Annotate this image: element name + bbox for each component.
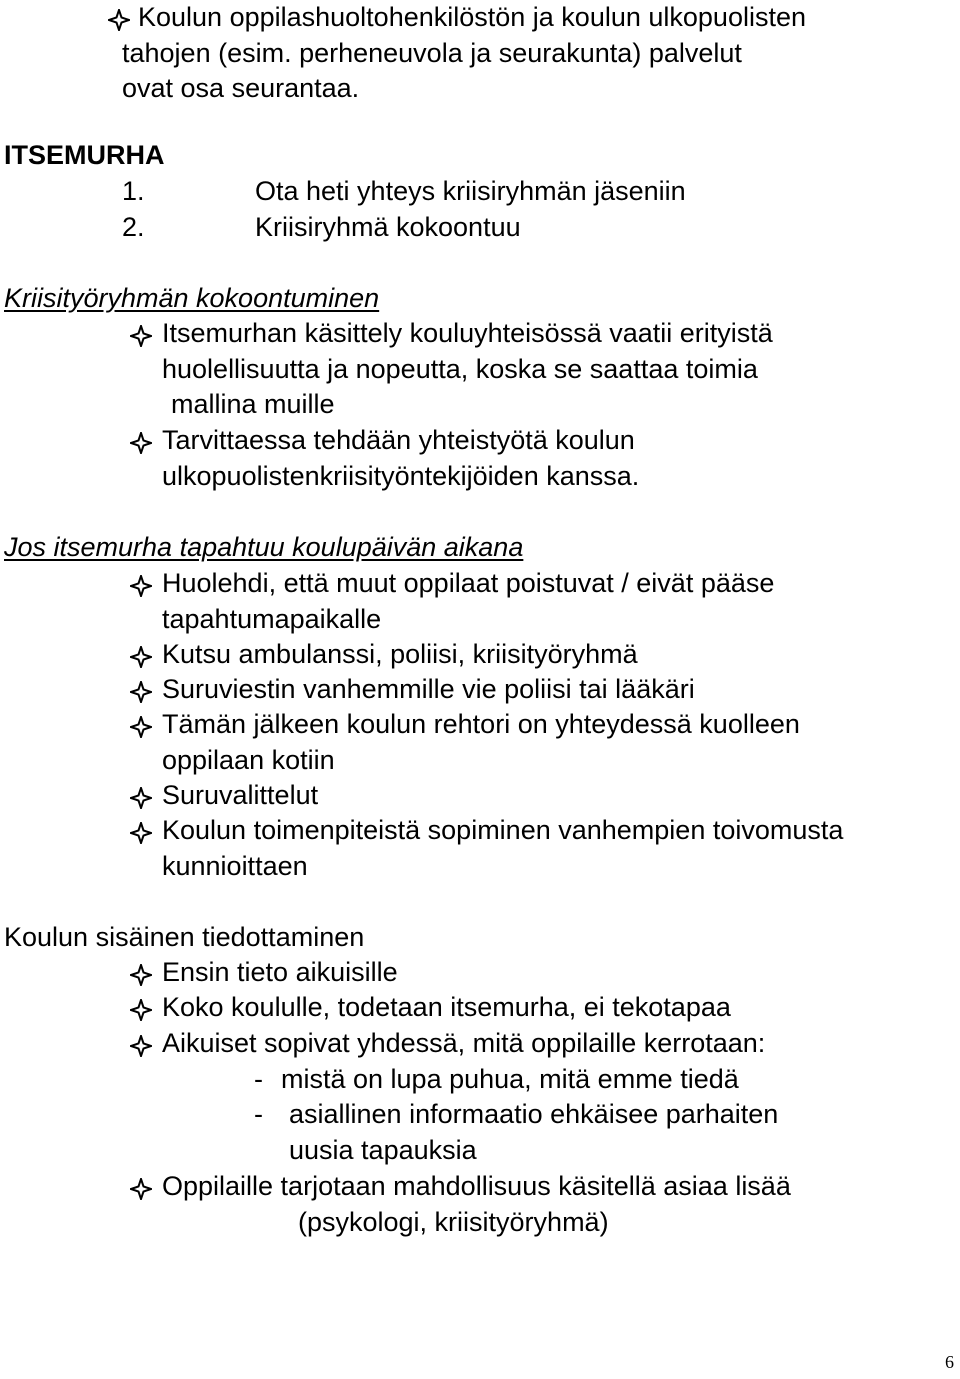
list-item-line: Huolehdi, että muut oppilaat poistuvat / eivät pääse <box>162 568 775 598</box>
list-item <box>130 423 639 494</box>
bullet-diamond-icon <box>130 707 156 743</box>
bullet-diamond-icon <box>130 813 156 849</box>
bullet-diamond-icon <box>130 778 156 814</box>
dash-marker: - <box>254 1064 263 1094</box>
step-item-2 <box>122 210 686 246</box>
list-item-line: mallina muille <box>171 389 335 419</box>
list-item-line: Suruvalittelut <box>162 780 319 810</box>
list-item <box>130 707 800 778</box>
sub-point-line <box>254 1062 739 1098</box>
section-title-itsemurha: ITSEMURHA <box>4 140 165 170</box>
list-item-line: Ensin tieto aikuisille <box>162 957 398 987</box>
list-item-line: ulkopuolistenkriisityöntekijöiden kanssa. <box>162 460 640 491</box>
step-text: Ota heti yhteys kriisiryhmän jäseniin <box>255 176 686 206</box>
list-item <box>130 990 731 1026</box>
intro-line-1: Koulun oppilashuoltohenkilöstön ja koulun ulkopuolisten <box>138 2 806 32</box>
step-number: 1. <box>122 176 145 206</box>
list-item <box>130 778 318 814</box>
list-item-line: Aikuiset sopivat yhdessä, mitä oppilaille kerrotaan: <box>162 1028 766 1058</box>
list-item <box>130 813 843 884</box>
list-item <box>130 1026 765 1062</box>
sub-point-text: asiallinen informaatio ehkäisee parhaiten <box>289 1099 779 1129</box>
bullet-diamond-icon <box>130 955 156 991</box>
list-item <box>130 316 773 423</box>
intro-bullet-item <box>108 0 806 107</box>
step-list <box>122 174 686 245</box>
sub-point <box>254 1097 778 1168</box>
list-item-line: huolellisuutta ja nopeutta, koska se saattaa toimia <box>162 353 758 384</box>
list-item-line: (psykologi, kriisityöryhmä) <box>298 1206 609 1237</box>
list-item-line: oppilaan kotiin <box>162 744 335 775</box>
section-title-koulupaiva: Jos itsemurha tapahtuu koulupäivän aikana <box>4 532 524 562</box>
list-item <box>130 672 695 708</box>
list-item-line: Oppilaille tarjotaan mahdollisuus käsitellä asiaa lisää <box>162 1171 791 1201</box>
list-item-line: Tarvittaessa tehdään yhteistyötä koulun <box>162 425 635 455</box>
sub-point-line <box>254 1097 778 1133</box>
list-item-line: Kutsu ambulanssi, poliisi, kriisityöryhmä <box>162 639 638 669</box>
list-item-line: Tämän jälkeen koulun rehtori on yhteydessä kuolleen <box>162 709 800 739</box>
intro-line-2: tahojen (esim. perheneuvola ja seurakunta) palvelut <box>122 37 742 68</box>
list-item <box>130 637 638 673</box>
intro-line-3: ovat osa seurantaa. <box>122 73 360 103</box>
bullet-diamond-icon <box>130 990 156 1026</box>
page-number: 6 <box>945 1352 954 1372</box>
list-item-line: Koko koululle, todetaan itsemurha, ei tekotapaa <box>162 992 731 1022</box>
list-item-line: kunnioittaen <box>162 850 308 881</box>
bullet-diamond-icon <box>130 672 156 708</box>
step-text: Kriisiryhmä kokoontuu <box>255 211 521 242</box>
list-item <box>130 1169 791 1240</box>
list-item-line: Itsemurhan käsittely kouluyhteisössä vaatii erityistä <box>162 318 773 348</box>
section-title-kokoontuminen: Kriisityöryhmän kokoontuminen <box>4 283 380 313</box>
bullet-diamond-icon <box>130 423 156 459</box>
bullet-diamond-icon <box>130 1026 156 1062</box>
section-title-tiedottaminen: Koulun sisäinen tiedottaminen <box>4 922 365 952</box>
list-item <box>130 955 398 991</box>
bullet-diamond-icon <box>130 566 156 602</box>
bullet-diamond-icon <box>130 1169 156 1205</box>
list-item-line: tapahtumapaikalle <box>162 603 382 634</box>
step-number: 2. <box>122 211 145 242</box>
dash-marker: - <box>254 1099 263 1129</box>
sub-point <box>254 1062 739 1098</box>
sub-point-text: uusia tapauksia <box>289 1134 477 1165</box>
list-item <box>130 566 774 637</box>
step-item-1 <box>122 174 686 210</box>
bullet-diamond-icon <box>108 0 134 36</box>
bullet-diamond-icon <box>130 316 156 352</box>
bullet-diamond-icon <box>130 637 156 673</box>
list-item-line: Suruviestin vanhemmille vie poliisi tai lääkäri <box>162 674 695 704</box>
list-item-line: Koulun toimenpiteistä sopiminen vanhempien toivomusta <box>162 815 844 845</box>
sub-point-text: mistä on lupa puhua, mitä emme tiedä <box>281 1064 739 1094</box>
